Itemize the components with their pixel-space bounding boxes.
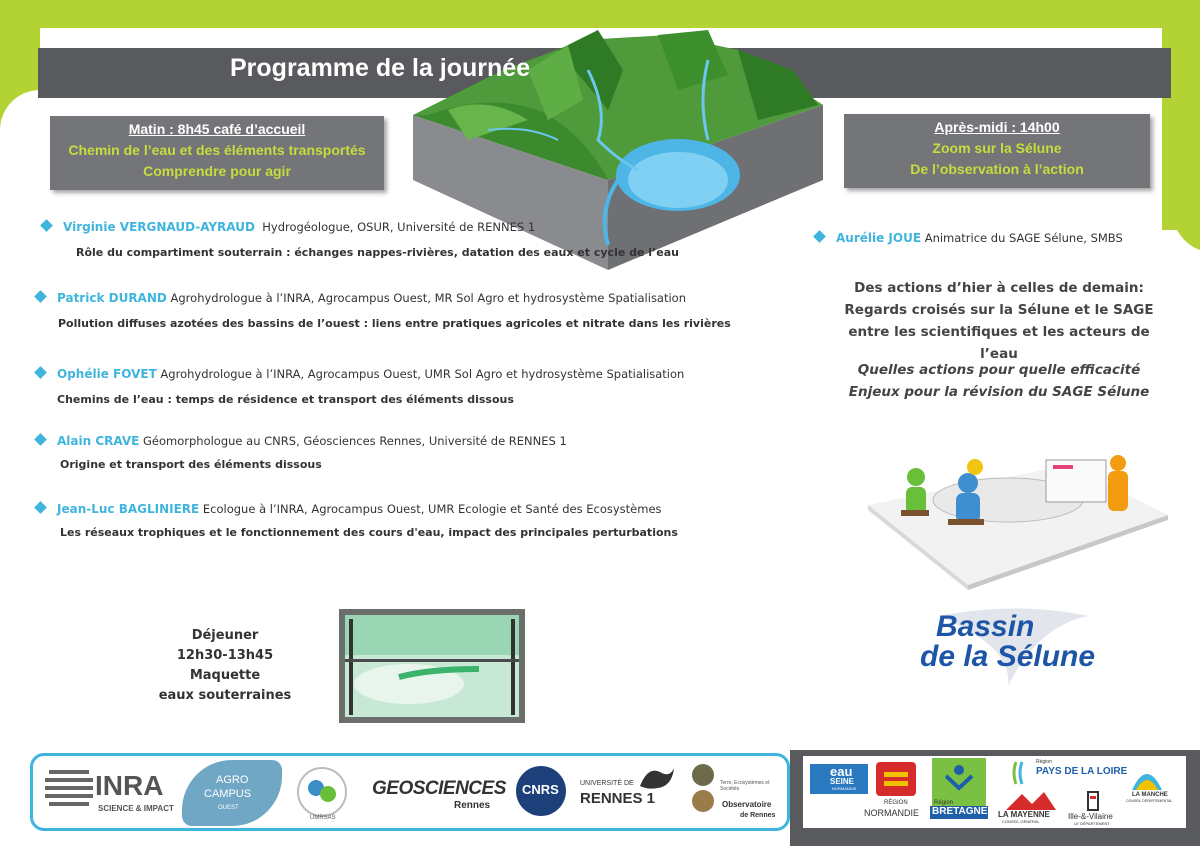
speaker-name: Aurélie JOUE [836,231,922,245]
meeting-illustration-icon [868,455,1168,590]
pdl-label-top: Région [1036,759,1052,765]
speaker-role: Géomorphologue au CNRS, Géosciences Rennes, Université de RENNES 1 [143,434,567,448]
eau-seine-normandie-logo: eau SEINE NORMANDIE [810,764,868,794]
bullet-diamond-icon [34,290,47,303]
afternoon-description: Des actions d’hier à celles de demain: Regards croisés sur la Sélune et le SAGE entre les scientifiques et les acteurs de l’eau [844,280,1154,362]
manche-logo-icon [1130,764,1164,792]
talk-title: Chemins de l’eau : temps de résidence et transport des éléments dissous [57,393,514,406]
afternoon-time: Après-midi : 14h00 [934,119,1060,135]
talk-title: Origine et transport des éléments dissous [60,458,322,471]
geosciences-subtitle: Rennes [454,800,491,811]
green-right-band [1162,0,1200,846]
speaker-item [36,434,567,448]
cnrs-logo: CNRS [516,766,566,816]
speaker-name: Ophélie FOVET [57,367,157,381]
speaker-item [42,220,535,234]
morning-session-box [50,116,384,190]
normandie-label: NORMANDIE [864,808,920,818]
talk-title: Les réseaux trophiques et le fonctionnement des cours d'eau, impact des principales perturbations [60,526,678,539]
speaker-role: Animatrice du SAGE Sélune, SMBS [924,231,1123,245]
afternoon-speaker-item [815,231,1123,245]
pdl-logo-icon [1012,760,1036,786]
speaker-role: Agrohydrologue à l’INRA, Agrocampus Ouest, MR Sol Agro et hydrosystème Spatialisation [170,291,687,305]
speaker-name: Virginie VERGNAUD-AYRAUD [63,220,255,234]
speaker-item [36,502,662,516]
morning-theme: Chemin de l’eau et des éléments transportés [68,142,366,158]
speaker-item [36,291,686,305]
bretagne-label-bar: BRETAGNE [932,806,988,817]
morning-time: Matin : 8h45 café d’accueil [128,121,306,137]
speaker-name: Jean-Luc BAGLINIERE [57,502,200,516]
pdl-logo: PAYS DE LA LOIRE [1036,766,1128,777]
bullet-diamond-icon [34,366,47,379]
page-title: Programme de la journée [230,54,531,82]
inra-subtitle: SCIENCE & IMPACT [98,804,174,813]
bullet-diamond-icon [40,219,53,232]
afternoon-theme: Zoom sur la Sélune [932,140,1062,156]
afternoon-questions: Quelles actions pour quelle efficacité Enjeux pour la révision du SAGE Sélune [848,362,1150,400]
bullet-diamond-icon [813,230,826,243]
bassin-selune-logo: Bassin de la Sélune [920,610,1096,673]
ille-vilaine-sublabel: LE DÉPARTEMENT [1074,821,1110,826]
ille-vilaine-label: Ille-&-Vilaine [1068,812,1113,821]
bullet-diamond-icon [34,501,47,514]
mayenne-label: LA MAYENNE [998,810,1050,819]
talk-title: Rôle du compartiment souterrain : échanges nappes-rivières, datation des eaux et cycle de l’eau [76,246,679,259]
normandie-flag-icon [876,762,916,796]
bretagne-figure-icon [932,758,986,798]
observatoire-subtitle: Terre, Ecosystèmes et Sociétés [720,780,770,792]
manche-label: LA MANCHE [1132,792,1168,798]
mayenne-logo-icon [1004,790,1058,812]
afternoon-session-box [844,114,1150,188]
speaker-name: Patrick DURAND [57,291,167,305]
observatoire-photo-icon [692,764,714,786]
rennes1-ermine-icon [638,764,678,794]
rennes1-label-top: UNIVERSITÉ DE [580,780,634,787]
mayenne-sublabel: CONSEIL GÉNÉRAL [1002,819,1040,824]
speaker-item [36,367,684,381]
observatoire-city: de Rennes [740,812,776,819]
speaker-role: Ecologue à l’INRA, Agrocampus Ouest, UMR Ecologie et Santé des Ecosystèmes [202,502,662,516]
manche-sublabel: CONSEIL DÉPARTEMENTAL [1126,799,1173,803]
speaker-role: Hydrogéologue, OSUR, Université de RENNES 1 [262,220,536,234]
groundwater-model-photo [339,609,525,723]
afternoon-subtheme: De l’observation à l’action [910,161,1084,177]
speaker-name: Alain CRAVE [57,434,140,448]
green-top-band [0,0,1200,28]
talk-title: Pollution diffuses azotées des bassins de l’ouest : liens entre pratiques agricoles et nitrate dans les rivières [58,317,731,330]
agrocampus-logo: AGRO CAMPUS OUEST [182,760,282,826]
bretagne-label-top: Région [934,800,954,806]
inra-logo: INRA [95,770,164,801]
geosciences-logo: GEOSCIENCES [372,778,506,799]
bullet-diamond-icon [34,433,47,446]
rennes1-logo: RENNES 1 [580,790,656,807]
morning-subtheme: Comprendre pour agir [143,163,291,179]
inra-logo-icon [45,766,93,810]
observatoire-photo-icon [692,790,714,812]
umrsas-label: UMRSAS [310,815,336,821]
ille-vilaine-logo-icon [1082,790,1104,812]
lunch-info: Déjeuner 12h30-13h45 Maquette eaux souterraines [158,628,292,703]
normandie-label-top: RÉGION [884,800,908,806]
observatoire-logo: Observatoire [722,800,772,809]
speaker-role: Agrohydrologue à l’INRA, Agrocampus Ouest, UMR Sol Agro et hydrosystème Spatialisation [160,367,685,381]
